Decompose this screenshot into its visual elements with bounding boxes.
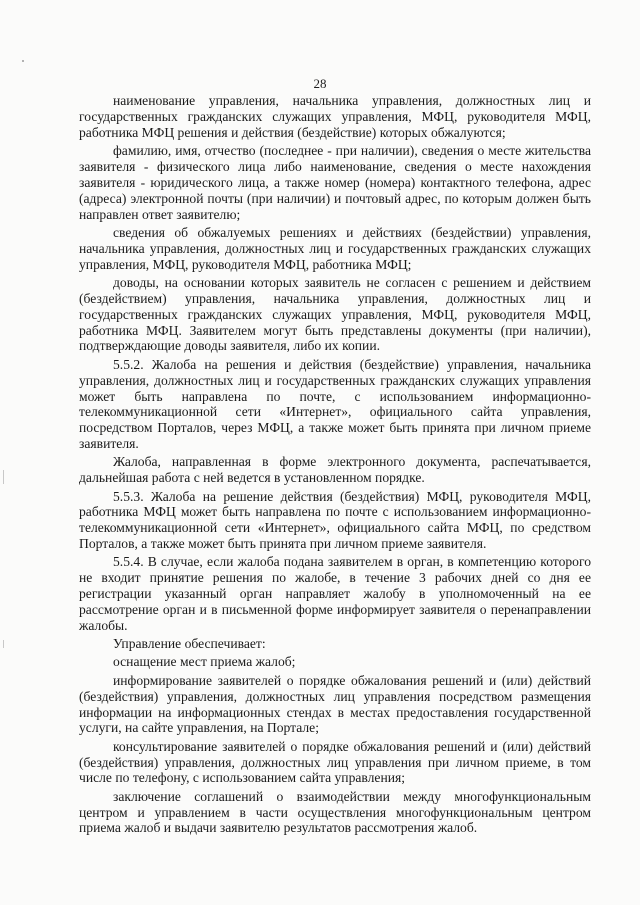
scan-edge-mark [3, 470, 4, 484]
scan-speck [22, 60, 24, 62]
paragraph: заключение соглашений о взаимодействии между многофункциональным центром и управлением в части осуществления многофункциональным центром приема жалоб и выдачи заявителю результатов рассмотрения жалоб. [79, 788, 591, 836]
paragraph: фамилию, имя, отчество (последнее - при наличии), сведения о месте жительства заявителя - физического лица либо наименование, сведения о месте нахождения заявителя - юридического лица, а также номер (номера) контактного телефона, адрес (адреса) электронной почты (при наличии) и почтовый адрес, по которым должен быть направлен ответ заявителю; [79, 143, 591, 222]
paragraph: Управление обеспечивает: [113, 636, 266, 652]
paragraph: оснащение мест приема жалоб; [113, 654, 296, 670]
paragraph: 5.5.3. Жалоба на решение действия (бездействия) МФЦ, руководителя МФЦ, работника МФЦ может быть направлена по почте с использованием информационно-телекоммуникационной сети «Интернет», официального сайта МФЦ, по средством Порталов, а также может быть принята при личном приеме заявителя. [79, 488, 591, 552]
page-number: 28 [313, 76, 327, 91]
paragraph: консультирование заявителей о порядке обжалования решений и (или) действий (бездействия) управления, должностных лиц управления при личном приеме, в том числе по телефону, с использованием сайта управления; [79, 738, 591, 786]
paragraph: Жалоба, направленная в форме электронного документа, распечатывается, дальнейшая работа с ней ведется в установленном порядке. [79, 454, 591, 486]
scan-edge-mark [3, 640, 4, 648]
paragraph: 5.5.2. Жалоба на решения и действия (бездействие) управления, начальника управления, должностных лиц и государственных гражданских служащих управления может быть направлена по почте, с использованием информационно-телекоммуникационной сети «Интернет», официального сайта управления, посредством Порталов, через МФЦ, а также может быть принята при личном приеме заявителя. [79, 356, 591, 452]
paragraph: сведения об обжалуемых решениях и действиях (бездействии) управления, начальника управления, должностных лиц и государственных гражданских служащих управления, МФЦ, руководителя МФЦ, работника МФЦ; [79, 224, 591, 272]
paragraph: информирование заявителей о порядке обжалования решений и (или) действий (бездействия) управления, должностных лиц управления посредством размещения информации на информационных стендах в местах предоставления государственной услуги, на сайте управления, на Портале; [79, 672, 591, 736]
paragraph: наименование управления, начальника управления, должностных лиц и государственных гражданских служащих управления, МФЦ, руководителя МФЦ, работника МФЦ решения и действия (бездействие) которых обжалуются; [79, 93, 591, 140]
paragraph: 5.5.4. В случае, если жалоба подана заявителем в орган, в компетенцию которого не входит принятие решения по жалобе, в течение 3 рабочих дней со дня ее регистрации указанный орган направляет жалобу в уполномоченный на ее рассмотрение орган и в письменной форме информирует заявителя о перенаправлении жалобы. [79, 554, 591, 634]
document-body [79, 93, 591, 839]
paragraph: доводы, на основании которых заявитель не согласен с решением и действием (бездействием) управления, начальника управления, должностных лиц и государственных гражданских служащих управления, МФЦ, руководителя МФЦ, работника МФЦ. Заявителем могут быть представлены документы (при наличии), подтверждающие доводы заявителя, либо их копии. [79, 274, 591, 354]
